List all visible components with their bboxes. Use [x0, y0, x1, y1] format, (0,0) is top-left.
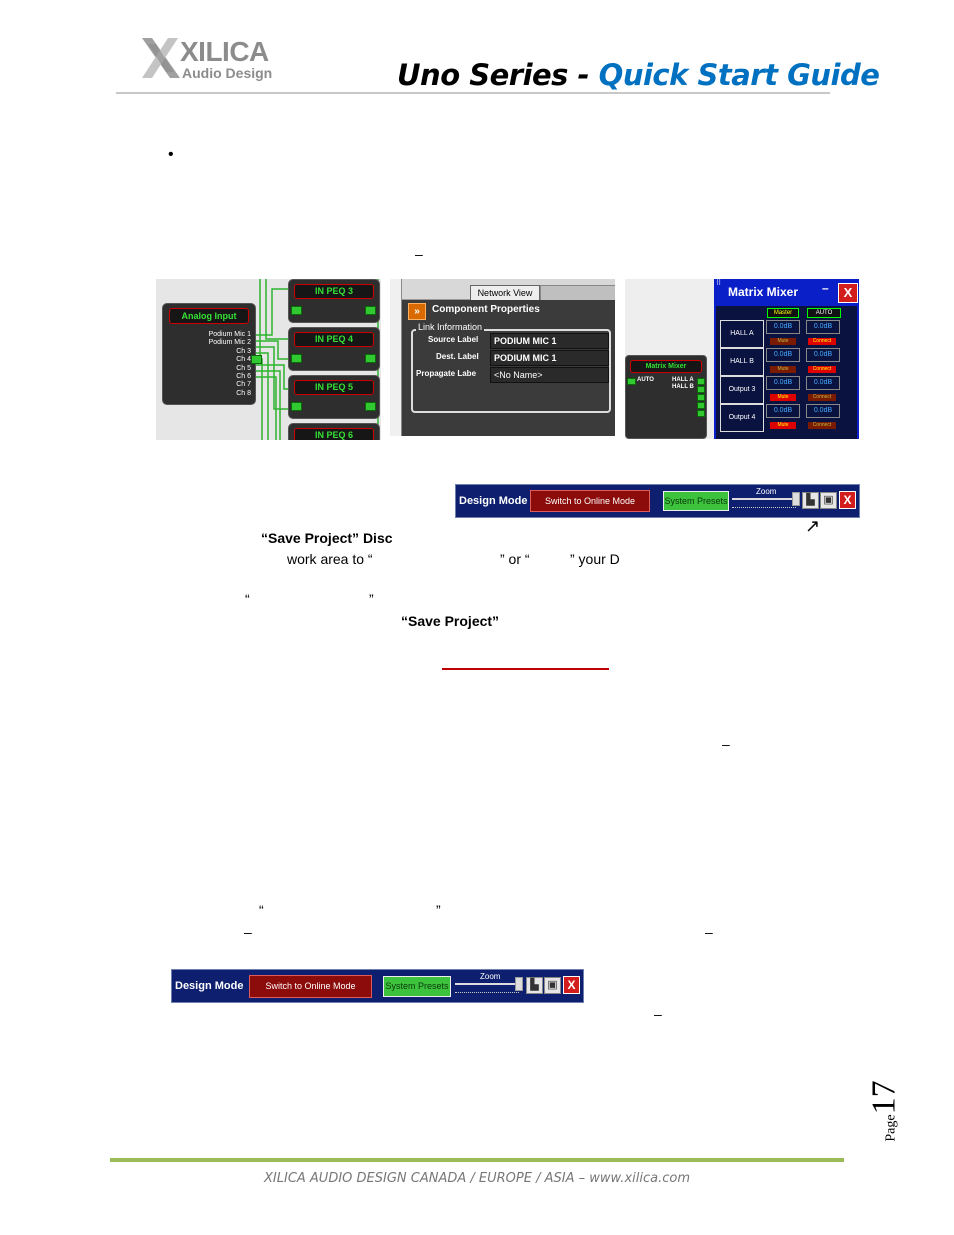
page-digits: 17: [865, 1080, 903, 1115]
channel-label: Ch 6: [236, 373, 251, 381]
title-accent: Quick Start Guide: [598, 58, 880, 92]
source-label-field[interactable]: PODIUM MIC 1: [490, 333, 609, 349]
input-out-port[interactable]: [251, 355, 262, 364]
system-presets-button[interactable]: System Presets: [383, 976, 451, 997]
save-project-text: “Save Project”: [401, 613, 500, 629]
zoom-ticks: [455, 988, 519, 993]
connect-button[interactable]: Connect: [808, 394, 836, 401]
master-gain-value[interactable]: 0.0dB: [766, 376, 800, 390]
analog-input-label: Analog Input: [169, 308, 249, 324]
mute-button[interactable]: Mute: [770, 338, 796, 345]
quote-open: “: [259, 902, 264, 918]
dash-4: –: [705, 924, 713, 940]
mixer-out-port[interactable]: [697, 410, 705, 417]
connect-button[interactable]: Connect: [808, 366, 836, 373]
mixer-out-port[interactable]: [697, 378, 705, 385]
footer-text: XILICA AUDIO DESIGN CANADA / EUROPE / ASIA – www.xilica.com: [264, 1171, 690, 1186]
propagate-label-field[interactable]: <No Name>: [490, 367, 609, 383]
print-icon[interactable]: ▙: [526, 977, 543, 994]
save-disk-icon[interactable]: ▣: [544, 977, 561, 994]
work-area-fragment: ” your D: [570, 551, 620, 567]
mixer-output-label: HALL B: [672, 384, 694, 390]
work-area-fragment: ” or “: [500, 551, 530, 567]
master-gain-value[interactable]: 0.0dB: [766, 404, 800, 418]
master-gain-value[interactable]: 0.0dB: [766, 320, 800, 334]
channel-label: Ch 5: [236, 364, 251, 372]
peq-out-port[interactable]: [365, 402, 376, 411]
close-icon[interactable]: X: [839, 491, 856, 509]
mute-button[interactable]: Mute: [770, 394, 796, 401]
quote-close: ”: [436, 902, 441, 918]
auto-gain-value[interactable]: 0.0dB: [806, 376, 840, 390]
logo-brand-text: XILICA: [180, 36, 269, 67]
row-name: HALL B: [720, 348, 764, 376]
xilica-logo: [138, 34, 298, 86]
channel-list: [209, 331, 251, 398]
peq-in-port[interactable]: [291, 306, 302, 315]
analog-input-block: [162, 303, 256, 405]
zoom-label: Zoom: [756, 487, 777, 496]
page-word: Page: [883, 1114, 899, 1142]
peq-in-port[interactable]: [291, 402, 302, 411]
mixer-grid: [716, 306, 857, 439]
row-name: HALL A: [720, 320, 764, 348]
peq-block: [288, 375, 380, 419]
channel-label: Ch 8: [236, 389, 251, 397]
channel-label: Podium Mic 2: [208, 339, 251, 347]
print-icon[interactable]: ▙: [802, 492, 819, 509]
tab-network-view[interactable]: Network View: [470, 285, 540, 301]
dash-2: –: [722, 736, 730, 752]
dash-5: –: [654, 1006, 662, 1022]
dash-1: –: [415, 246, 423, 262]
arrow-pointer-icon: ↗: [805, 516, 821, 536]
page-title: [397, 58, 879, 92]
peq-block: [288, 423, 380, 440]
logo-sub-text: Audio Design: [182, 65, 273, 81]
work-area-fragment: work area to “: [287, 551, 373, 567]
peq-out-port[interactable]: [365, 306, 376, 315]
source-label-caption: Source Label: [428, 335, 479, 344]
title-main: Uno Series -: [397, 58, 599, 92]
row-name: Output 3: [720, 376, 764, 404]
header-rule: [116, 92, 830, 94]
channel-label: Ch 3: [236, 347, 251, 355]
matrix-mixer-screenshot: [625, 279, 859, 439]
switch-online-button[interactable]: Switch to Online Mode: [530, 490, 650, 512]
mixer-input-label: AUTO: [637, 377, 654, 383]
red-underline: [442, 668, 609, 670]
master-gain-value[interactable]: 0.0dB: [766, 348, 800, 362]
col-auto-label: AUTO: [807, 308, 841, 318]
left-margin: [390, 279, 402, 436]
footer-rule: [110, 1158, 844, 1162]
col-master-label: Master: [767, 308, 799, 318]
peq-label: IN PEQ 4: [294, 332, 374, 347]
propagate-label-caption: Propagate Labe: [416, 369, 477, 378]
connect-button[interactable]: Connect: [808, 338, 836, 345]
save-disc-heading: “Save Project” Disc: [261, 530, 393, 546]
tab-other[interactable]: [540, 285, 615, 301]
bullet: •: [168, 146, 174, 163]
close-icon[interactable]: X: [838, 283, 858, 303]
matrix-mixer-block: [625, 355, 707, 439]
auto-gain-value[interactable]: 0.0dB: [806, 348, 840, 362]
peq-block: [288, 279, 380, 323]
dest-label-field[interactable]: PODIUM MIC 1: [490, 350, 609, 366]
channel-label: Ch 7: [236, 381, 251, 389]
zoom-ticks: [732, 503, 796, 508]
system-presets-button[interactable]: System Presets: [663, 491, 729, 511]
peq-in-port[interactable]: [291, 354, 302, 363]
dash-3: –: [244, 924, 252, 940]
row-name: Output 4: [720, 404, 764, 432]
mixer-out-port[interactable]: [697, 402, 705, 409]
mixer-in-port[interactable]: [627, 378, 636, 385]
peq-block: [288, 327, 380, 371]
group-title: Link Information: [418, 322, 483, 332]
mixer-out-port[interactable]: [697, 394, 705, 401]
peq-out-port[interactable]: [365, 354, 376, 363]
page-number-rotated: [866, 1080, 904, 1141]
design-mode-label: Design Mode: [175, 980, 244, 992]
channel-label: Ch 4: [236, 356, 251, 364]
connect-button[interactable]: Connect: [808, 422, 836, 429]
mute-button[interactable]: Mute: [770, 366, 796, 373]
peq-label: IN PEQ 3: [294, 284, 374, 299]
channel-label: Podium Mic 1: [208, 331, 251, 338]
mixer-output-labels: [672, 377, 694, 391]
design-mode-label: Design Mode: [459, 495, 528, 507]
mute-button[interactable]: Mute: [770, 422, 796, 429]
drag-grip-icon[interactable]: ⠿: [716, 280, 722, 287]
mixer-output-label: HALL A: [672, 377, 694, 383]
peq-label: IN PEQ 5: [294, 380, 374, 395]
zoom-slider[interactable]: [732, 498, 796, 500]
peq-label: IN PEQ 6: [294, 428, 374, 440]
properties-panel: [402, 300, 615, 436]
xilica-logo-mark-icon: [138, 34, 184, 82]
save-disk-icon[interactable]: ▣: [820, 492, 837, 509]
design-toolbar-top: [455, 484, 860, 518]
analog-input-screenshot: [156, 279, 381, 440]
component-properties-screenshot: [390, 279, 615, 436]
quote-open: “: [245, 591, 250, 607]
auto-gain-value[interactable]: 0.0dB: [806, 404, 840, 418]
window-title: Matrix Mixer: [728, 285, 799, 299]
mixer-out-port[interactable]: [697, 386, 705, 393]
matrix-mixer-block-label: Matrix Mixer: [630, 360, 702, 373]
switch-online-button[interactable]: Switch to Online Mode: [249, 975, 372, 998]
auto-gain-value[interactable]: 0.0dB: [806, 320, 840, 334]
panel-title: Component Properties: [432, 304, 540, 315]
expand-arrow-icon[interactable]: »: [408, 303, 426, 320]
dest-label-caption: Dest. Label: [436, 352, 479, 361]
quote-close: ”: [369, 591, 374, 607]
matrix-mixer-window: [714, 279, 859, 439]
design-toolbar-bottom: [171, 969, 584, 1003]
close-icon[interactable]: X: [563, 976, 580, 994]
zoom-label: Zoom: [480, 972, 501, 981]
zoom-slider[interactable]: [455, 983, 519, 985]
minimize-icon[interactable]: –: [822, 281, 829, 295]
page-number: [865, 1080, 928, 1150]
